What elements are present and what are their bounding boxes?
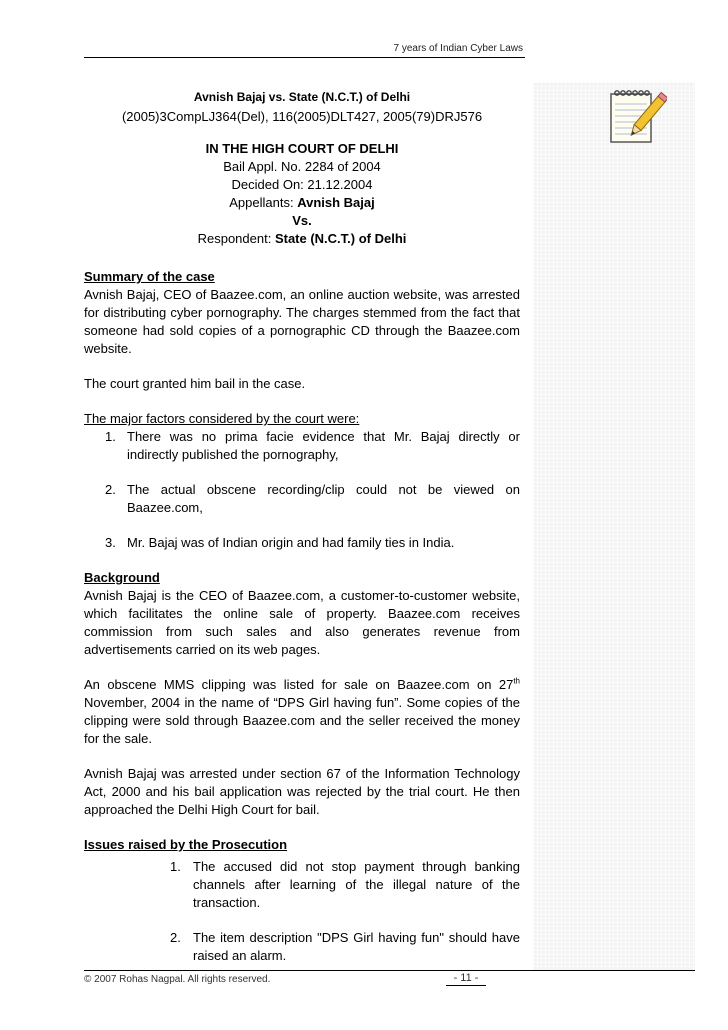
background-paragraph-2-end: November, 2004 in the name of “DPS Girl having fun”. Some copies of the clipping were sold through Baazee.com and the seller received the money for the sale.	[84, 695, 520, 746]
list-item	[84, 428, 520, 464]
decision-date: Decided On: 21.12.2004	[231, 177, 373, 192]
prosecution-heading: Issues raised by the Prosecution	[84, 837, 288, 852]
respondent-label: Respondent:	[197, 231, 275, 246]
background-paragraph-2-start: An obscene MMS clipping was listed for sale on Baazee.com on 27	[84, 677, 514, 692]
bail-application-number: Bail Appl. No. 2284 of 2004	[223, 159, 381, 174]
respondent-line	[84, 230, 520, 248]
case-citations: (2005)3CompLJ364(Del), 116(2005)DLT427, 2005(79)DRJ576	[121, 109, 483, 124]
list-item	[84, 858, 520, 912]
list-number: 1.	[170, 859, 181, 874]
factors-list	[84, 428, 520, 552]
court-details	[84, 140, 520, 248]
list-item	[84, 929, 520, 965]
factors-heading: The major factors considered by the court were:	[84, 411, 360, 426]
appellants-label: Appellants:	[229, 195, 298, 210]
versus-label: Vs.	[292, 213, 312, 228]
appellants-line	[84, 194, 520, 212]
list-number: 2.	[105, 482, 116, 497]
list-number: 3.	[105, 535, 116, 550]
ordinal-suffix: th	[513, 676, 520, 686]
issues-list	[84, 858, 520, 965]
list-number: 2.	[170, 930, 181, 945]
summary-paragraph: Avnish Bajaj, CEO of Baazee.com, an online auction website, was arrested for distributing cyber pornography. The charges stemmed from the fact that someone had sold copies of a pornographic CD through the Baazee.com website.	[84, 287, 520, 356]
background-heading: Background	[84, 570, 160, 585]
background-paragraph-3: Avnish Bajaj was arrested under section 67 of the Information Technology Act, 2000 and his bail application was rejected by the trial court. He then approached the Delhi High Court for bail.	[84, 766, 520, 817]
list-text: The item description "DPS Girl having fun" should have raised an alarm.	[193, 930, 520, 963]
footer-divider	[84, 970, 695, 971]
list-text: There was no prima facie evidence that Mr. Bajaj directly or indirectly published the pornography,	[127, 429, 520, 462]
list-text: The actual obscene recording/clip could not be viewed on Baazee.com,	[127, 482, 520, 515]
running-header: 7 years of Indian Cyber Laws	[393, 43, 523, 54]
sidebar-panel	[533, 82, 695, 971]
respondent-name: State (N.C.T.) of Delhi	[274, 231, 407, 246]
page-number: - 11 -	[453, 972, 479, 984]
list-text: The accused did not stop payment through banking channels after learning of the illegal nature of the transaction.	[193, 859, 520, 910]
list-item	[84, 481, 520, 517]
copyright-notice: © 2007 Rohas Nagpal. All rights reserved.	[84, 974, 271, 985]
document-body	[84, 88, 520, 965]
case-title: Avnish Bajaj vs. State (N.C.T.) of Delhi	[193, 90, 411, 104]
court-name: IN THE HIGH COURT OF DELHI	[205, 141, 399, 156]
background-paragraph-2	[84, 676, 520, 748]
background-paragraph-1: Avnish Bajaj is the CEO of Baazee.com, a customer-to-customer website, which facilitates the online sale of property. Baazee.com receives commission from such sales and also generates revenue from advertisements carried on its web pages.	[84, 588, 520, 657]
page-number-underline	[446, 985, 486, 986]
list-text: Mr. Bajaj was of Indian origin and had family ties in India.	[127, 535, 455, 550]
header-divider	[84, 57, 525, 58]
list-number: 1.	[105, 429, 116, 444]
list-item	[84, 534, 520, 552]
notepad-pencil-icon	[607, 86, 667, 148]
appellants-name: Avnish Bajaj	[297, 195, 375, 210]
bail-granted-paragraph: The court granted him bail in the case.	[84, 376, 306, 391]
summary-heading: Summary of the case	[84, 269, 215, 284]
